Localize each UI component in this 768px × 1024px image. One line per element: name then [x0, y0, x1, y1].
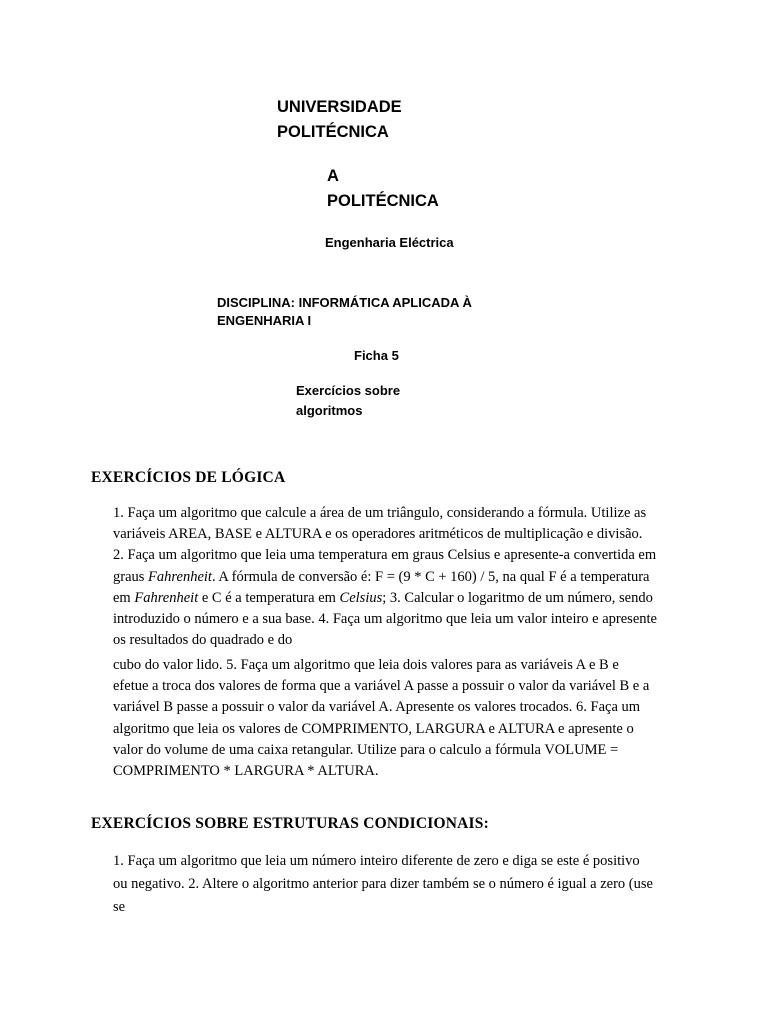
text-line: 2. Faça um algoritmo que leia uma temperatura em graus Celsius e apresente-a convertida em — [113, 547, 657, 564]
text-line: valor do volume de uma caixa retangular. Utilize para o calculo a fórmula VOLUME = — [113, 741, 619, 758]
politecnica-line: POLITÉCNICA — [327, 192, 439, 210]
logic-exercises-paragraph-2 — [113, 655, 683, 782]
subject-line-1: Exercícios sobre — [296, 383, 401, 398]
university-title — [277, 95, 402, 145]
text-line: introduzido o número e a sua base. 4. Faça um algoritmo que leia um valor inteiro e apresente — [113, 611, 657, 628]
text-span: graus — [113, 568, 149, 585]
text-line: os resultados do quadrado e do — [113, 632, 293, 649]
text-span: . A fórmula de conversão é: F = (9 * C + 160) / 5, na qual F é a temperatura — [211, 568, 650, 585]
text-span: ; 3. Calcular o logaritmo de um número, sendo — [382, 589, 653, 606]
text-line: cubo do valor lido. 5. Faça um algoritmo que leia dois valores para as variáveis A e B e — [113, 657, 619, 673]
text-line — [113, 567, 683, 588]
text-line: se — [113, 899, 126, 915]
a-line: A — [327, 167, 339, 185]
text-line — [113, 588, 683, 609]
university-line-2: POLITÉCNICA — [277, 123, 389, 141]
subject-line-2: algoritmos — [296, 403, 363, 418]
italic-term: Fahrenheit — [148, 568, 212, 585]
discipline-line-1: DISCIPLINA: INFORMÁTICA APLICADA À — [217, 295, 472, 310]
sheet-subject — [296, 381, 400, 421]
text-span: em — [113, 589, 135, 606]
logic-exercises-paragraph-1 — [113, 503, 683, 651]
discipline-heading — [217, 294, 472, 330]
department-name: Engenharia Eléctrica — [325, 235, 454, 250]
section-title-logic: EXERCÍCIOS DE LÓGICA — [91, 469, 286, 486]
text-span: e C é a temperatura em — [198, 589, 340, 606]
sheet-number: Ficha 5 — [354, 348, 399, 363]
text-line: algoritmo que leia os valores de COMPRIMENTO, LARGURA e ALTURA e apresente o — [113, 720, 634, 737]
university-line-1: UNIVERSIDADE — [277, 98, 402, 116]
italic-term: Fahrenheit — [134, 589, 199, 606]
section-title-conditionals: EXERCÍCIOS SOBRE ESTRUTURAS CONDICIONAIS: — [91, 815, 489, 832]
text-line: variável B passe a possuir o valor da variável A. Apresente os valores trocados. 6. Faça um — [113, 699, 641, 716]
text-line: ou negativo. 2. Altere o algoritmo anterior para dizer também se o número é igual a zero (use — [113, 876, 653, 892]
conditional-exercises-paragraph — [113, 850, 683, 919]
text-line: efetue a troca dos valores de forma que a variável A passe a possuir o valor da variável B e a — [113, 678, 650, 695]
text-line: variáveis AREA, BASE e ALTURA e os operadores aritméticos de multiplicação e divisão. — [113, 526, 643, 543]
text-line: 1. Faça um algoritmo que leia um número inteiro diferente de zero e diga se este é positivo — [113, 853, 640, 869]
discipline-line-2: ENGENHARIA I — [217, 313, 312, 328]
institution-subtitle — [327, 164, 439, 214]
italic-term: Celsius — [339, 589, 383, 606]
text-line: COMPRIMENTO * LARGURA * ALTURA. — [113, 763, 379, 780]
text-line: 1. Faça um algoritmo que calcule a área de um triângulo, considerando a fórmula. Utilize as — [113, 505, 647, 521]
